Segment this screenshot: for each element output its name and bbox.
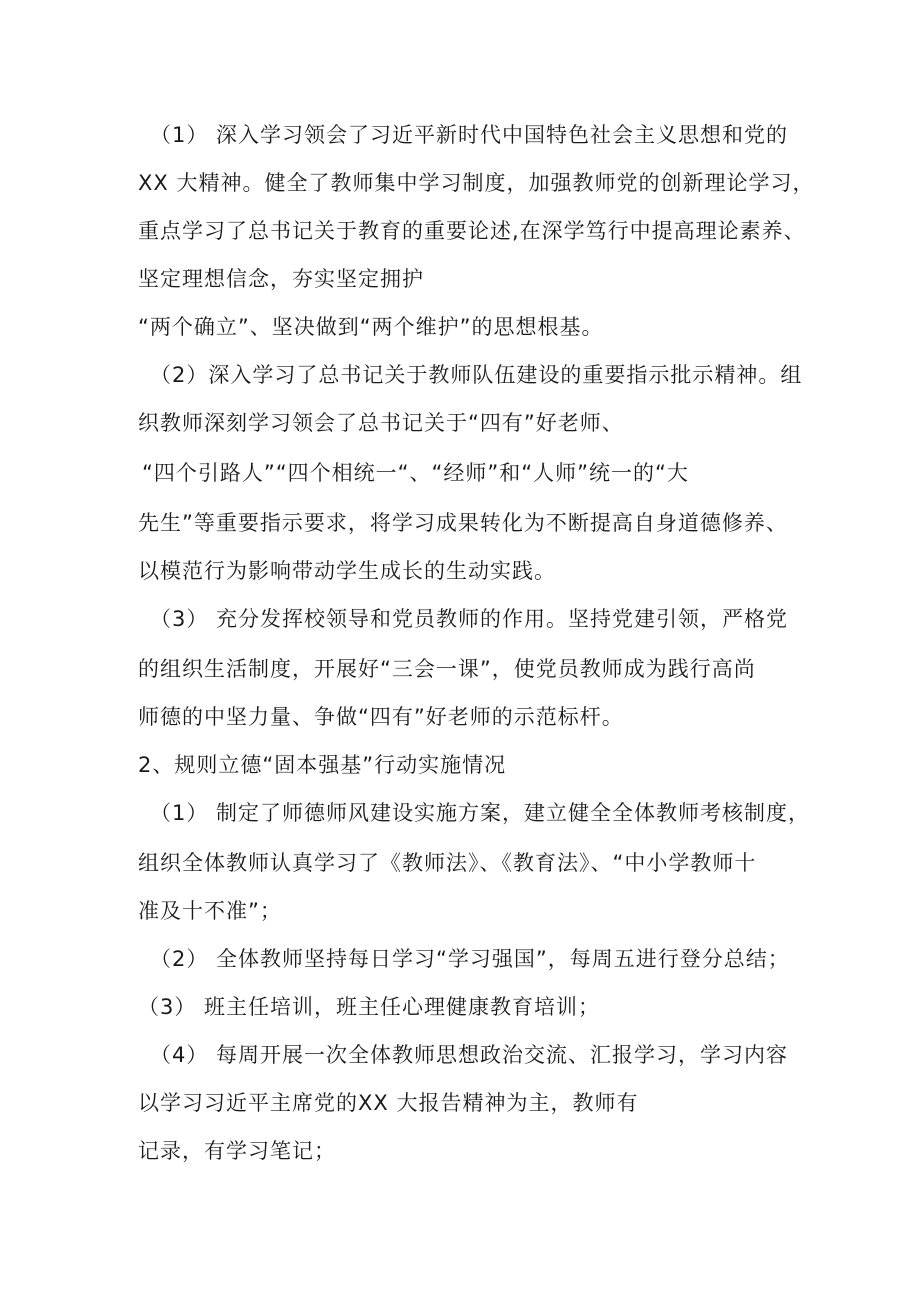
text-line: 坚定理想信念，夯实坚定拥护 [138,267,424,291]
text-line: 记录，有学习笔记； [138,1139,336,1163]
text-line: （2） 全体教师坚持每日学习“学习强国”，每周五进行登分总结； [150,947,790,971]
text-line: （1） 深入学习领会了习近平新时代中国特色社会主义思想和党的 [150,123,789,147]
text-line: 准及十不准”； [138,899,282,923]
text-line: 组织全体教师认真学习了《教师法》、《教育法》、“中小学教师十 [138,851,757,875]
text-line: “两个确立”、坚决做到“两个维护”的思想根基。 [138,315,604,339]
text-line: 师德的中坚力量、争做“四有”好老师的示范标杆。 [138,705,624,729]
section-heading: 2、规则立德“固本强基”行动实施情况 [138,753,507,777]
text-line: 重点学习了总书记关于教育的重要论述,在深学笃行中提高理论素养、 [138,219,806,243]
text-line: “四个引路人”“四个相统一“、“经师”和“人师”统一的“大 [142,461,689,485]
text-line: （3） 班主任培训，班主任心理健康教育培训； [138,995,601,1019]
text-line: （3） 充分发挥校领导和党员教师的作用。坚持党建引领，严格党 [150,607,789,631]
text-line: （4） 每周开展一次全体教师思想政治交流、汇报学习，学习内容 [150,1043,789,1067]
text-line: （1） 制定了师德师风建设实施方案，建立健全全体教师考核制度， [150,801,811,825]
text-line: （2）深入学习了总书记关于教师队伍建设的重要指示批示精神。组 [150,363,803,387]
text-line: 的组织生活制度，开展好“三会一课”，使党员教师成为践行高尚 [138,657,756,681]
text-line: XX 大精神。健全了教师集中学习制度，加强教师党的创新理论学习， [138,171,815,195]
text-line: 织教师深刻学习领会了总书记关于“四有”好老师、 [138,411,624,435]
text-line: 以学习习近平主席党的XX 大报告精神为主，教师有 [138,1091,639,1115]
text-line: 先生”等重要指示要求，将学习成果转化为不断提高自身道德修养、 [138,511,788,535]
text-line: 以模范行为影响带动学生成长的生动实践。 [138,559,556,583]
